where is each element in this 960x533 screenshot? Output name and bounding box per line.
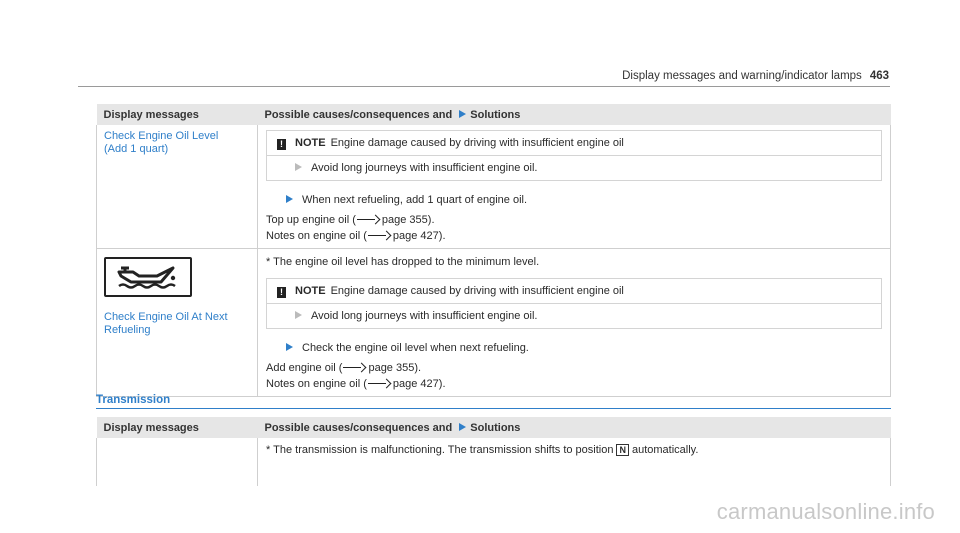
transmission-messages-table — [96, 417, 891, 486]
cause-text: * The engine oil level has dropped to the minimum level. — [266, 256, 540, 268]
reference-text: Top up engine oil ( — [266, 214, 356, 226]
causes-cell — [258, 249, 891, 397]
note-text: Engine damage caused by driving with insufficient engine oil — [330, 137, 624, 149]
note-text: Engine damage caused by driving with insufficient engine oil — [330, 285, 624, 297]
col-causes-solutions — [258, 417, 891, 438]
section-title-transmission: Transmission — [96, 394, 171, 406]
table-row — [97, 125, 891, 249]
reference-text: Add engine oil ( — [266, 362, 343, 374]
step-text: When next refueling, add 1 quart of engine oil. — [302, 194, 528, 206]
table-row — [97, 438, 891, 486]
oil-can-icon — [115, 262, 181, 292]
col-causes-label: Possible causes/consequences and — [264, 421, 453, 434]
col-display-messages: Display messages — [97, 104, 258, 125]
message-cell — [97, 438, 258, 486]
col-display-messages: Display messages — [97, 417, 258, 438]
running-header — [622, 70, 889, 82]
message-text-line1: Check Engine Oil Level — [104, 130, 219, 142]
note-action: Avoid long journeys with insufficient engine oil. — [311, 162, 538, 174]
reference-page: page 427). — [392, 378, 446, 390]
gear-position-n-icon: N — [616, 444, 629, 456]
instruction-step — [266, 181, 882, 211]
header-title: Display messages and warning/indicator lamps — [622, 70, 862, 82]
col-causes-solutions — [258, 104, 891, 125]
message-cell — [97, 125, 258, 249]
cause-text-prefix: * The transmission is malfunctioning. The transmission shifts to position — [266, 444, 614, 456]
message-text-line1: Check Engine Oil At Next — [104, 311, 228, 323]
instruction-step — [266, 329, 882, 359]
note-action-row — [267, 156, 881, 180]
step-text: Check the engine oil level when next refueling. — [302, 342, 529, 354]
page-reference[interactable] — [266, 211, 882, 227]
action-arrow-icon — [295, 311, 302, 319]
col-causes-label: Possible causes/consequences and — [264, 108, 453, 121]
note-action: Avoid long journeys with insufficient engine oil. — [311, 310, 538, 322]
table-header-row — [97, 104, 891, 125]
note-row — [267, 131, 881, 156]
causes-cell — [258, 125, 891, 249]
engine-oil-level-icon — [104, 257, 192, 297]
page-reference-arrow-icon — [343, 363, 366, 372]
page-reference[interactable] — [266, 375, 882, 391]
causes-cell — [258, 438, 891, 486]
reference-text: Notes on engine oil ( — [266, 378, 367, 390]
message-text-line2: Refueling — [104, 324, 151, 336]
step-arrow-icon — [286, 195, 293, 203]
note-box — [266, 130, 882, 181]
table-header-row — [97, 417, 891, 438]
message-text-line2: (Add 1 quart) — [104, 143, 169, 155]
action-arrow-icon — [295, 163, 302, 171]
solution-arrow-icon — [459, 423, 466, 431]
col-solutions-label: Solutions — [470, 421, 521, 434]
reference-page: page 355). — [368, 362, 422, 374]
page-reference[interactable] — [266, 227, 882, 243]
message-cell — [97, 249, 258, 397]
page-reference-arrow-icon — [368, 231, 391, 240]
note-action-row — [267, 304, 881, 328]
note-box — [266, 278, 882, 329]
page-reference-arrow-icon — [357, 215, 380, 224]
oil-messages-table — [96, 104, 891, 397]
reference-page: page 427). — [392, 230, 446, 242]
note-label: NOTE — [295, 285, 326, 297]
warning-exclamation-icon: ! — [277, 139, 286, 150]
solution-arrow-icon — [459, 110, 466, 118]
page-reference[interactable] — [266, 359, 882, 375]
col-solutions-label: Solutions — [470, 108, 521, 121]
table-row — [97, 249, 891, 397]
watermark: carmanualsonline.info — [716, 499, 935, 524]
cause-text-suffix: automatically. — [631, 444, 699, 456]
note-label: NOTE — [295, 137, 326, 149]
step-arrow-icon — [286, 343, 293, 351]
header-rule — [78, 86, 890, 87]
page-number: 463 — [869, 70, 889, 82]
reference-text: Notes on engine oil ( — [266, 230, 367, 242]
section-rule — [96, 408, 891, 409]
page-reference-arrow-icon — [368, 379, 391, 388]
warning-exclamation-icon: ! — [277, 287, 286, 298]
reference-page: page 355). — [381, 214, 435, 226]
note-row — [267, 279, 881, 304]
